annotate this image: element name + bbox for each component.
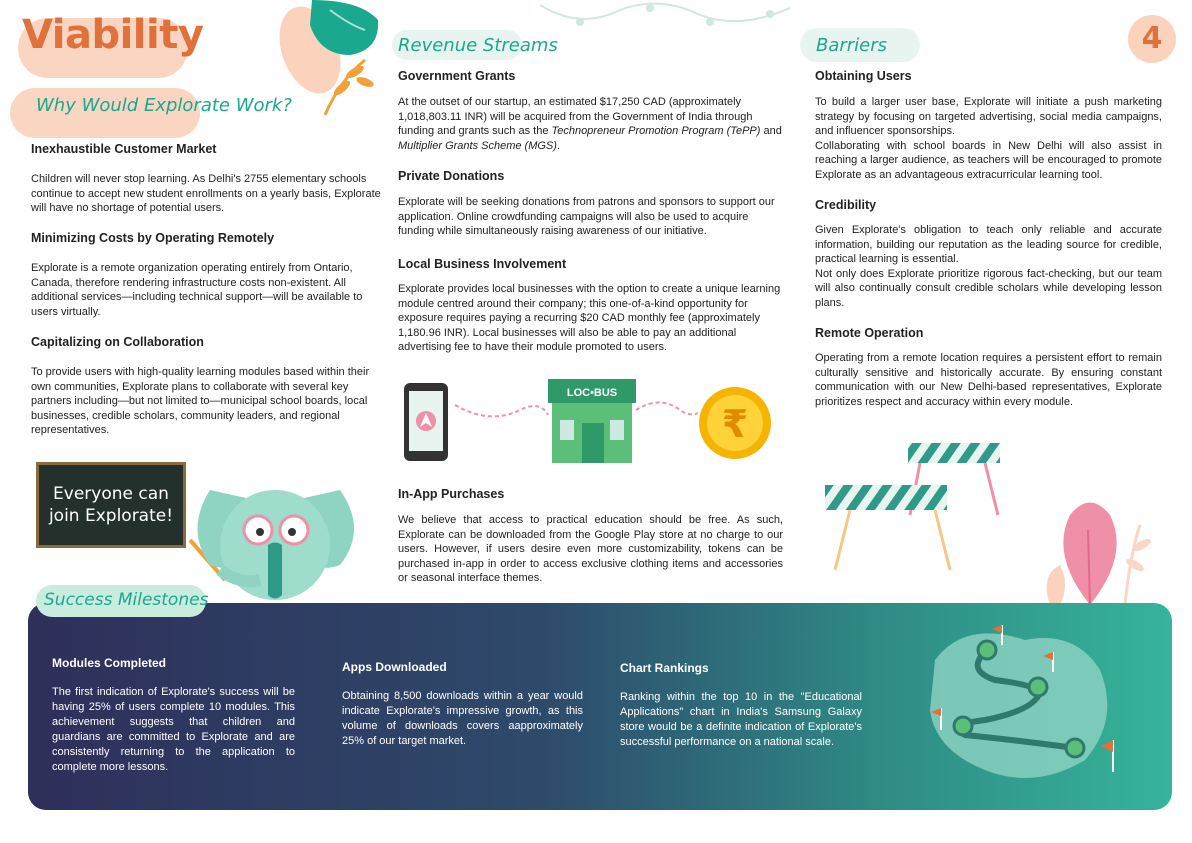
section-title: Inexhaustible Customer Market bbox=[31, 142, 217, 156]
hurdles-icon bbox=[820, 435, 1020, 575]
milestone-map-icon bbox=[925, 620, 1125, 790]
elephant-mascot-icon bbox=[180, 470, 370, 605]
flag-icon bbox=[1101, 740, 1113, 772]
section-body: Children will never stop learning. As Delhi's 2755 elementary schools continue to accept new student enrollments on a yearly basis, Explorate will have no shortage of potential users. bbox=[31, 173, 381, 214]
pink-plant-icon bbox=[1030, 485, 1180, 605]
revenue-heading: Revenue Streams bbox=[398, 35, 558, 56]
why-heading: Why Would Explorate Work? bbox=[36, 95, 292, 116]
store-sign: LOC•BUS bbox=[566, 387, 618, 399]
svg-text:₹: ₹ bbox=[721, 402, 749, 446]
milestone-body: Ranking within the top 10 in the "Educational Applications" chart in India's Samsung Galaxy store would be a definite indication of Explorate's successful performance on a national scale. bbox=[620, 691, 862, 748]
section-body: Given Explorate's obligation to teach only reliable and accurate information, building our reputation as the leading source for credible, practical learning is essential. Not only does Explorate prioritize rigorous fact-checking, but our team will also continually consult credible scholars while developing lesson plans. bbox=[815, 224, 1162, 309]
section-body: Operating from a remote location requires a persistent effort to remain culturally sensitive and historically accurate. By ensuring constant communication with our New Delhi-based representatives, Explorate prioritizes respect and accuracy within every module. bbox=[815, 352, 1162, 408]
chalkboard bbox=[36, 462, 186, 548]
section-title: Obtaining Users bbox=[815, 69, 912, 83]
section-body: At the outset of our startup, an estimated $17,250 CAD (approximately 1,018,803.11 INR) will be acquired from the Government of India through funding and grants such as the Technopreneur Promotion Program (TePP) and Multiplier Grants Scheme (MGS). bbox=[398, 96, 782, 152]
section-title: Minimizing Costs by Operating Remotely bbox=[31, 231, 275, 245]
section-body: We believe that access to practical education should be free. As such, Explorate can be downloaded from the Google Play store at no charge to our users. However, if users desire even more customizability, tokens can be purchased in-app in order to access exclusive clothing items and accessories or seasonal interface themes. bbox=[398, 514, 783, 584]
barriers-heading: Barriers bbox=[816, 35, 888, 56]
chalkboard-text: Everyone can join Explorate! bbox=[48, 484, 174, 526]
rupee-coin-icon bbox=[699, 387, 771, 459]
milestone-item bbox=[620, 661, 862, 750]
section-title: Credibility bbox=[815, 198, 877, 212]
section-body: To provide users with high-quality learning modules based within their own communities, Explorate plans to collaborate with several key partners including—but not limited to—municipal school boards, local businesses, credible scholars, community leaders, and regional representatives. bbox=[31, 366, 370, 436]
section-body: Explorate provides local businesses with the option to create a unique learning module centred around their company; this one-of-a-kind opportunity for exposure requires paying a recurring $20 CAD monthly fee (approximately 1,180.96 INR). Local businesses will also be able to pay an additional advertising fee to have their module promoted to users. bbox=[398, 283, 781, 353]
section-title: Capitalizing on Collaboration bbox=[31, 335, 204, 349]
section-body: To build a larger user base, Explorate will initiate a push marketing strategy by focusing on targeted advertising, social media campaigns, and influencer sponsorships. Collaborating with school boards in New Delhi will also assist in reaching a larger audience, as teachers will be encouraged to promote Explorate as an advantageous extracurricular learning tool. bbox=[815, 96, 1162, 181]
milestone-title: Apps Downloaded bbox=[342, 660, 447, 674]
milestone-title: Modules Completed bbox=[52, 656, 167, 670]
section-body: Explorate is a remote organization operating entirely from Ontario, Canada, therefore rendering infrastructure costs non-existent. All additional services—including technical support—will be available to users virtually. bbox=[31, 262, 363, 318]
phone-icon bbox=[404, 383, 448, 461]
milestone-item bbox=[52, 656, 295, 775]
page-number: 4 bbox=[1128, 15, 1176, 63]
milestones-heading: Success Milestones bbox=[44, 590, 209, 610]
string-lights-icon bbox=[540, 0, 800, 40]
section-title: Remote Operation bbox=[815, 326, 924, 340]
page-title: Viability bbox=[22, 12, 204, 58]
milestone-title: Chart Rankings bbox=[620, 661, 709, 675]
milestone-body: The first indication of Explorate's success will be having 25% of users complete 10 modules. This achievement suggests that children and guardians are committed to Explorate and are consistently returning to the application to complete more lessons. bbox=[52, 686, 295, 773]
milestone-item bbox=[342, 660, 583, 749]
milestone-body: Obtaining 8,500 downloads within a year would indicate Explorate's impressive growth, as this volume of downloads covers aapproximately 25% of our target market. bbox=[342, 690, 583, 747]
section-title: In-App Purchases bbox=[398, 487, 505, 501]
section-body: Explorate will be seeking donations from patrons and sponsors to support our application. Online crowdfunding campaigns will also be used to acquire funding while simultaneously raising awareness of our initiative. bbox=[398, 196, 775, 237]
section-title: Private Donations bbox=[398, 169, 505, 183]
section-title: Local Business Involvement bbox=[398, 257, 567, 271]
section-title: Government Grants bbox=[398, 69, 516, 83]
business-flow-illustration bbox=[400, 375, 790, 470]
